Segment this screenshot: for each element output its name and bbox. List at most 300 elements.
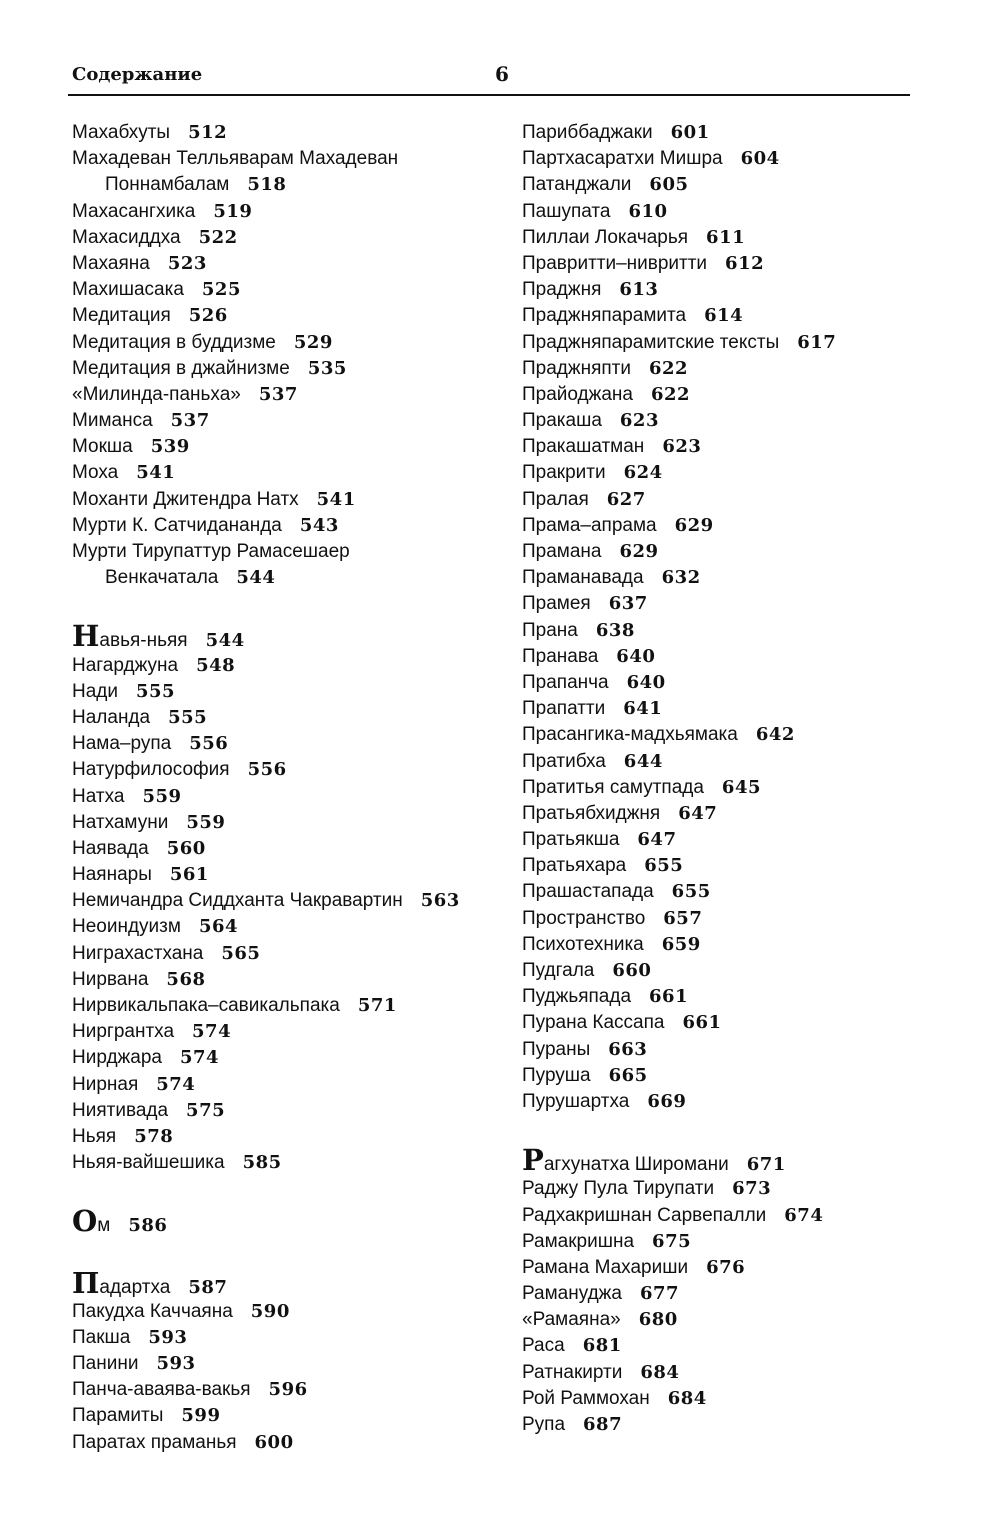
toc-entry-title: Нирджара — [72, 1047, 162, 1069]
toc-entry-title: Раджу Пула Тирупати — [522, 1178, 715, 1200]
toc-entry-page: 642 — [755, 724, 795, 746]
toc-section-entry — [522, 1143, 922, 1178]
toc-entry — [72, 1403, 492, 1429]
toc-entry-title: Патанджали — [522, 174, 632, 196]
toc-entry — [522, 565, 922, 591]
toc-entry-line — [522, 1281, 922, 1307]
toc-entry-page: 671 — [746, 1154, 786, 1176]
toc-entry-title: Праджня — [522, 279, 602, 301]
toc-entry — [522, 1176, 922, 1202]
toc-entry-page: 610 — [628, 200, 668, 222]
toc-entry-page: 622 — [648, 357, 689, 379]
toc-entry-page: 574 — [156, 1073, 196, 1095]
toc-entry — [522, 801, 922, 827]
toc-entry-title: Ниргрантха — [72, 1021, 175, 1043]
toc-entry-title: Натхамуни — [72, 811, 169, 833]
toc-entry-page: 574 — [179, 1047, 220, 1069]
toc-entry-line — [72, 120, 492, 146]
toc-entry-page: 617 — [797, 331, 837, 353]
toc-entry-line — [72, 705, 492, 731]
toc-entry — [72, 993, 492, 1019]
toc-entry-title: агхунатха Широмани — [543, 1154, 729, 1176]
toc-entry — [522, 1360, 922, 1386]
toc-entry — [522, 1307, 922, 1333]
section-initial: О — [72, 1204, 98, 1239]
toc-entry-page: 684 — [667, 1387, 707, 1409]
toc-entry-title: Ниграхастхана — [72, 942, 204, 964]
toc-entry-title: Пакша — [72, 1326, 131, 1348]
toc-entry-line — [522, 199, 922, 225]
toc-entry-line — [72, 941, 492, 967]
toc-entry-page: 645 — [721, 776, 761, 798]
toc-entry-page: 556 — [189, 733, 229, 755]
toc-entry — [522, 120, 922, 146]
toc-entry-page: 529 — [293, 331, 333, 353]
toc-entry — [522, 853, 922, 879]
toc-entry-title: Прапатти — [522, 698, 606, 720]
toc-entry-line — [522, 251, 922, 277]
toc-entry — [72, 460, 492, 486]
toc-entry-line — [522, 146, 922, 172]
toc-entry-page: 568 — [166, 968, 206, 990]
toc-entry-title: Наянары — [72, 864, 152, 886]
toc-entry-line — [522, 330, 922, 356]
toc-entry — [522, 146, 922, 172]
toc-entry — [522, 696, 922, 722]
toc-entry-line — [522, 1089, 922, 1115]
toc-entry-line — [72, 810, 492, 836]
toc-entry-page: 555 — [168, 706, 208, 728]
toc-entry-title: Прамана — [522, 541, 602, 562]
toc-entry — [522, 984, 922, 1010]
toc-entry — [72, 757, 492, 783]
toc-entry-line — [72, 1351, 492, 1377]
toc-entry-line — [522, 487, 922, 513]
toc-entry-title: адартха — [99, 1276, 171, 1298]
toc-entry-title: Панча-аваява-вакья — [72, 1379, 251, 1401]
toc-entry-line — [522, 958, 922, 984]
toc-section-entry — [72, 619, 492, 654]
toc-section-entry — [72, 1204, 492, 1239]
toc-entry-title: Пратьябхиджня — [522, 802, 661, 824]
toc-entry-line — [72, 967, 492, 993]
toc-entry-page: 640 — [626, 671, 666, 693]
toc-entry-page: 674 — [784, 1204, 824, 1226]
toc-entry — [522, 225, 922, 251]
toc-entry-page: 604 — [740, 148, 780, 170]
toc-entry — [522, 670, 922, 696]
toc-entry-page: 624 — [623, 462, 663, 484]
toc-entry-title: Партхасаратхи Мишра — [522, 148, 723, 170]
toc-entry-page: 587 — [188, 1276, 228, 1298]
toc-entry-title: Праджняпти — [522, 357, 631, 379]
toc-entry-title: Панини — [72, 1353, 139, 1375]
toc-entry — [522, 277, 922, 303]
toc-entry-title: Медитация в джайнизме — [72, 357, 290, 379]
toc-entry — [72, 1299, 492, 1325]
toc-entry-page: 563 — [420, 890, 460, 912]
toc-entry-title: Парамиты — [72, 1405, 164, 1427]
toc-entry — [522, 487, 922, 513]
toc-entry-line — [522, 1063, 922, 1089]
toc-entry-page: 637 — [608, 593, 648, 615]
toc-entry — [72, 1019, 492, 1045]
toc-entry-title-cont: Венкачатала — [105, 567, 219, 589]
toc-entry — [72, 120, 492, 146]
toc-entry-page: 673 — [732, 1178, 772, 1200]
toc-entry-page: 578 — [134, 1125, 174, 1147]
toc-entry-page: 559 — [142, 785, 182, 807]
toc-entry-line — [522, 1386, 922, 1412]
toc-entry — [72, 888, 492, 914]
toc-column-left — [72, 120, 492, 1456]
toc-entry-title: Пракрити — [522, 462, 606, 484]
toc-entry — [522, 1010, 922, 1036]
toc-entry — [72, 653, 492, 679]
toc-entry — [72, 382, 492, 408]
toc-entry-title: Праманавада — [522, 567, 644, 589]
toc-entry-page: 561 — [169, 864, 209, 886]
toc-entry-page: 687 — [583, 1414, 623, 1435]
toc-entry — [522, 460, 922, 486]
toc-entry-page: 684 — [640, 1361, 680, 1383]
toc-entry — [72, 1098, 492, 1124]
toc-entry-line — [522, 670, 922, 696]
toc-entry-page: 519 — [213, 200, 253, 222]
toc-entry-line — [72, 1045, 492, 1071]
toc-entry-line — [72, 914, 492, 940]
toc-entry-title: Мокша — [72, 436, 133, 458]
toc-entry-title: Махабхуты — [72, 122, 171, 143]
toc-entry-line — [522, 303, 922, 329]
toc-entry-line — [72, 1377, 492, 1403]
toc-entry-line — [72, 303, 492, 329]
toc-entry-title: Махасангхика — [72, 200, 196, 222]
toc-entry-title: Правритти–нивритти — [522, 252, 708, 274]
toc-entry-title: Немичандра Сиддханта Чакравартин — [72, 890, 403, 912]
toc-entry-title: Прашастапада — [522, 881, 654, 903]
toc-entry-title: Пракаша — [522, 410, 602, 432]
toc-entry-page: 565 — [221, 942, 261, 964]
toc-entry — [72, 1430, 492, 1456]
toc-entry-line — [72, 1204, 492, 1239]
toc-entry-title: Мурти К. Сатчидананда — [72, 514, 282, 536]
toc-entry-page: 525 — [201, 279, 241, 301]
toc-entry-page: 512 — [188, 122, 228, 143]
toc-entry — [522, 330, 922, 356]
toc-entry-page: 644 — [623, 750, 663, 772]
toc-entry-title: Махадеван Телльяварам Махадеван — [72, 148, 399, 170]
toc-entry-line — [522, 853, 922, 879]
toc-entry — [522, 1333, 922, 1359]
toc-entry-line — [522, 618, 922, 644]
toc-entry-title: Рамануджа — [522, 1283, 622, 1305]
toc-entry-page: 596 — [268, 1379, 308, 1401]
toc-entry-title: Медитация — [72, 305, 171, 327]
toc-entry-title: Ратнакирти — [522, 1361, 623, 1383]
toc-entry-title: Натха — [72, 785, 125, 807]
toc-entry-title: Пратитья самутпада — [522, 776, 704, 798]
toc-entry-title: Пашупата — [522, 200, 611, 222]
toc-entry — [522, 827, 922, 853]
toc-entry — [522, 356, 922, 382]
toc-entry-line — [72, 679, 492, 705]
toc-entry-page: 647 — [678, 802, 718, 824]
toc-entry-title: Медитация в буддизме — [72, 331, 276, 353]
toc-entry — [522, 1281, 922, 1307]
toc-entry-page: 559 — [186, 811, 226, 833]
toc-entry-page: 555 — [136, 680, 176, 702]
toc-entry-line — [522, 722, 922, 748]
toc-entry — [72, 1325, 492, 1351]
toc-entry-line — [72, 1072, 492, 1098]
toc-entry-title: Рой Раммохан — [522, 1387, 650, 1409]
toc-entry-page: 560 — [166, 837, 206, 859]
toc-entry-page: 632 — [661, 567, 701, 589]
toc-entry-title: Пудгала — [522, 960, 595, 981]
toc-entry-page: 681 — [582, 1335, 622, 1357]
toc-entry-title: Прана — [522, 619, 578, 641]
toc-entry-page: 655 — [644, 855, 684, 877]
toc-entry-page: 647 — [637, 829, 677, 851]
toc-entry-title: Прайоджана — [522, 383, 633, 405]
toc-entry-page: 661 — [682, 1012, 722, 1034]
toc-entry — [522, 539, 922, 565]
toc-entry — [522, 591, 922, 617]
toc-entry-title: Радхакришнан Сарвепалли — [522, 1204, 767, 1226]
toc-entry-line — [72, 460, 492, 486]
toc-entry-line — [522, 539, 922, 565]
toc-entry-page: 669 — [647, 1090, 687, 1112]
toc-entry-title: Психотехника — [522, 933, 644, 955]
toc-entry-page: 660 — [612, 960, 652, 981]
toc-entry-page: 571 — [357, 995, 397, 1016]
toc-entry — [72, 225, 492, 251]
toc-entry-title: Нирная — [72, 1073, 139, 1095]
section-initial: Р — [522, 1143, 544, 1178]
toc-entry-page: 599 — [181, 1405, 221, 1427]
toc-entry-title: Париббаджаки — [522, 122, 653, 143]
toc-entry-line — [72, 1430, 492, 1456]
toc-entry-line — [522, 801, 922, 827]
toc-entry-title: Праджняпарамитские тексты — [522, 331, 780, 353]
toc-entry — [72, 330, 492, 356]
toc-entry — [522, 644, 922, 670]
toc-entry-page: 640 — [616, 645, 656, 667]
toc-entry-line — [72, 539, 492, 565]
toc-entry-title: Пиллаи Локачарья — [522, 226, 689, 248]
toc-entry-line — [72, 1098, 492, 1124]
toc-entry-page: 627 — [606, 488, 646, 510]
toc-entry-page: 659 — [661, 933, 701, 955]
toc-entry — [72, 784, 492, 810]
toc-entry-line — [72, 653, 492, 679]
toc-entry-title: Моханти Джитендра Натх — [72, 488, 299, 510]
toc-entry-line — [522, 1010, 922, 1036]
toc-entry-line — [522, 906, 922, 932]
toc-entry-page: 641 — [623, 698, 663, 720]
toc-entry-page: 522 — [198, 226, 238, 248]
toc-entry — [72, 487, 492, 513]
section-initial: П — [72, 1265, 100, 1300]
toc-entry-page: 574 — [192, 1021, 232, 1043]
toc-entry — [72, 434, 492, 460]
toc-entry-title: авья-ньяя — [99, 630, 188, 652]
toc-entry-line — [72, 888, 492, 914]
toc-entry-page: 601 — [670, 122, 710, 143]
toc-entry-line — [72, 225, 492, 251]
toc-entry-line — [522, 1307, 922, 1333]
toc-entry-page: 614 — [704, 305, 744, 327]
toc-entry — [522, 1089, 922, 1115]
toc-entry-line — [72, 487, 492, 513]
toc-entry — [72, 408, 492, 434]
toc-entry-title: Миманса — [72, 410, 153, 432]
toc-entry-line — [72, 1265, 492, 1300]
toc-entry-line — [522, 565, 922, 591]
toc-entry-title: Натурфилософия — [72, 759, 230, 781]
toc-entry-page: 612 — [725, 252, 765, 274]
toc-entry-page: 655 — [671, 881, 711, 903]
toc-entry-page: 638 — [595, 619, 635, 641]
toc-entry — [522, 303, 922, 329]
toc-entry-page: 544 — [236, 567, 276, 589]
toc-entry-page: 575 — [186, 1099, 226, 1121]
toc-entry-title: Ньяя — [72, 1125, 117, 1147]
toc-entry-title: Пратьяхара — [522, 855, 627, 877]
toc-entry — [522, 958, 922, 984]
toc-entry — [72, 967, 492, 993]
toc-entry-line — [72, 408, 492, 434]
toc-entry-line — [522, 1333, 922, 1359]
toc-entry — [522, 722, 922, 748]
toc-entry — [522, 1203, 922, 1229]
toc-entry — [522, 513, 922, 539]
toc-entry-line — [522, 879, 922, 905]
toc-entry-page: 523 — [167, 252, 207, 274]
toc-entry-line — [72, 199, 492, 225]
toc-entry-title: Неоиндуизм — [72, 916, 181, 938]
toc-entry-line — [522, 382, 922, 408]
toc-entry-line — [522, 644, 922, 670]
toc-entry — [72, 146, 492, 198]
toc-entry-line — [72, 757, 492, 783]
toc-entry-line — [72, 836, 492, 862]
toc-entry-line — [522, 749, 922, 775]
toc-entry — [72, 705, 492, 731]
toc-entry-line — [72, 1019, 492, 1045]
toc-entry-line — [522, 932, 922, 958]
toc-entry-line — [522, 225, 922, 251]
toc-entry-line — [72, 731, 492, 757]
toc-entry-line — [522, 1412, 922, 1438]
toc-entry — [522, 382, 922, 408]
toc-entry — [522, 251, 922, 277]
toc-entry-continuation — [72, 172, 492, 198]
toc-entry-page: 622 — [650, 383, 691, 405]
toc-entry-line — [522, 1255, 922, 1281]
toc-entry — [522, 408, 922, 434]
toc-entry-page: 535 — [307, 357, 347, 379]
toc-entry-title: Ниятивада — [72, 1099, 169, 1121]
toc-entry-page: 629 — [674, 514, 714, 536]
toc-entry-page: 539 — [150, 436, 190, 458]
toc-entry-title: Паратах праманья — [72, 1431, 237, 1453]
toc-entry-line — [72, 1150, 492, 1176]
toc-entry-title: Пракашатман — [522, 436, 645, 458]
toc-entry — [72, 914, 492, 940]
toc-entry-title: Махаяна — [72, 252, 150, 274]
toc-entry-title: «Милинда-паньха» — [72, 383, 241, 405]
toc-entry-title: Прамея — [522, 593, 591, 615]
toc-entry-title: «Рамаяна» — [522, 1309, 621, 1331]
toc-entry-title: Раса — [522, 1335, 565, 1357]
toc-entry-continuation — [72, 565, 492, 591]
toc-entry-line — [72, 1124, 492, 1150]
toc-entry-page: 676 — [706, 1256, 746, 1278]
toc-entry-line — [72, 277, 492, 303]
toc-entry-page: 541 — [316, 488, 356, 510]
toc-entry-line — [72, 1403, 492, 1429]
toc-entry-title: Нама–рупа — [72, 733, 172, 755]
toc-entry-line — [72, 1325, 492, 1351]
page-number: 6 — [495, 62, 509, 86]
toc-entry — [72, 513, 492, 539]
toc-entry-title: Пакудха Каччаяна — [72, 1300, 233, 1322]
toc-entry — [522, 775, 922, 801]
toc-entry-line — [522, 1143, 922, 1178]
toc-entry — [522, 1412, 922, 1438]
toc-entry-title: Пураны — [522, 1038, 591, 1060]
toc-entry-line — [522, 120, 922, 146]
toc-entry-line — [522, 696, 922, 722]
toc-column-right — [522, 120, 922, 1438]
toc-entry-line — [522, 1360, 922, 1386]
toc-entry — [72, 277, 492, 303]
toc-entry — [72, 836, 492, 862]
header-rule — [68, 94, 910, 96]
toc-entry — [522, 932, 922, 958]
toc-entry — [522, 879, 922, 905]
toc-entry-page: 556 — [247, 759, 287, 781]
toc-entry — [522, 1063, 922, 1089]
toc-entry-page: 543 — [299, 514, 339, 536]
toc-entry-line — [522, 460, 922, 486]
toc-entry — [72, 539, 492, 591]
toc-entry-title: Нади — [72, 680, 118, 702]
toc-entry-line — [72, 1299, 492, 1325]
toc-entry-title: Пурушартха — [522, 1090, 630, 1112]
toc-section-entry — [72, 1265, 492, 1300]
toc-entry-line — [522, 408, 922, 434]
toc-entry-page: 629 — [619, 541, 659, 562]
toc-entry — [72, 941, 492, 967]
toc-entry-page: 593 — [156, 1353, 196, 1375]
toc-entry — [72, 731, 492, 757]
toc-entry-page: 518 — [247, 174, 287, 196]
toc-entry-page: 586 — [128, 1215, 168, 1237]
toc-entry-line — [72, 619, 492, 654]
toc-entry-line — [522, 591, 922, 617]
toc-entry-title: Пралая — [522, 488, 589, 510]
toc-entry — [72, 1124, 492, 1150]
toc-entry-page: 605 — [649, 174, 689, 196]
toc-entry-page: 677 — [639, 1283, 680, 1305]
toc-entry-line — [522, 1037, 922, 1063]
toc-entry-page: 665 — [608, 1064, 648, 1086]
toc-entry-title: Рупа — [522, 1414, 566, 1435]
toc-entry-title: Махасиддха — [72, 226, 181, 248]
